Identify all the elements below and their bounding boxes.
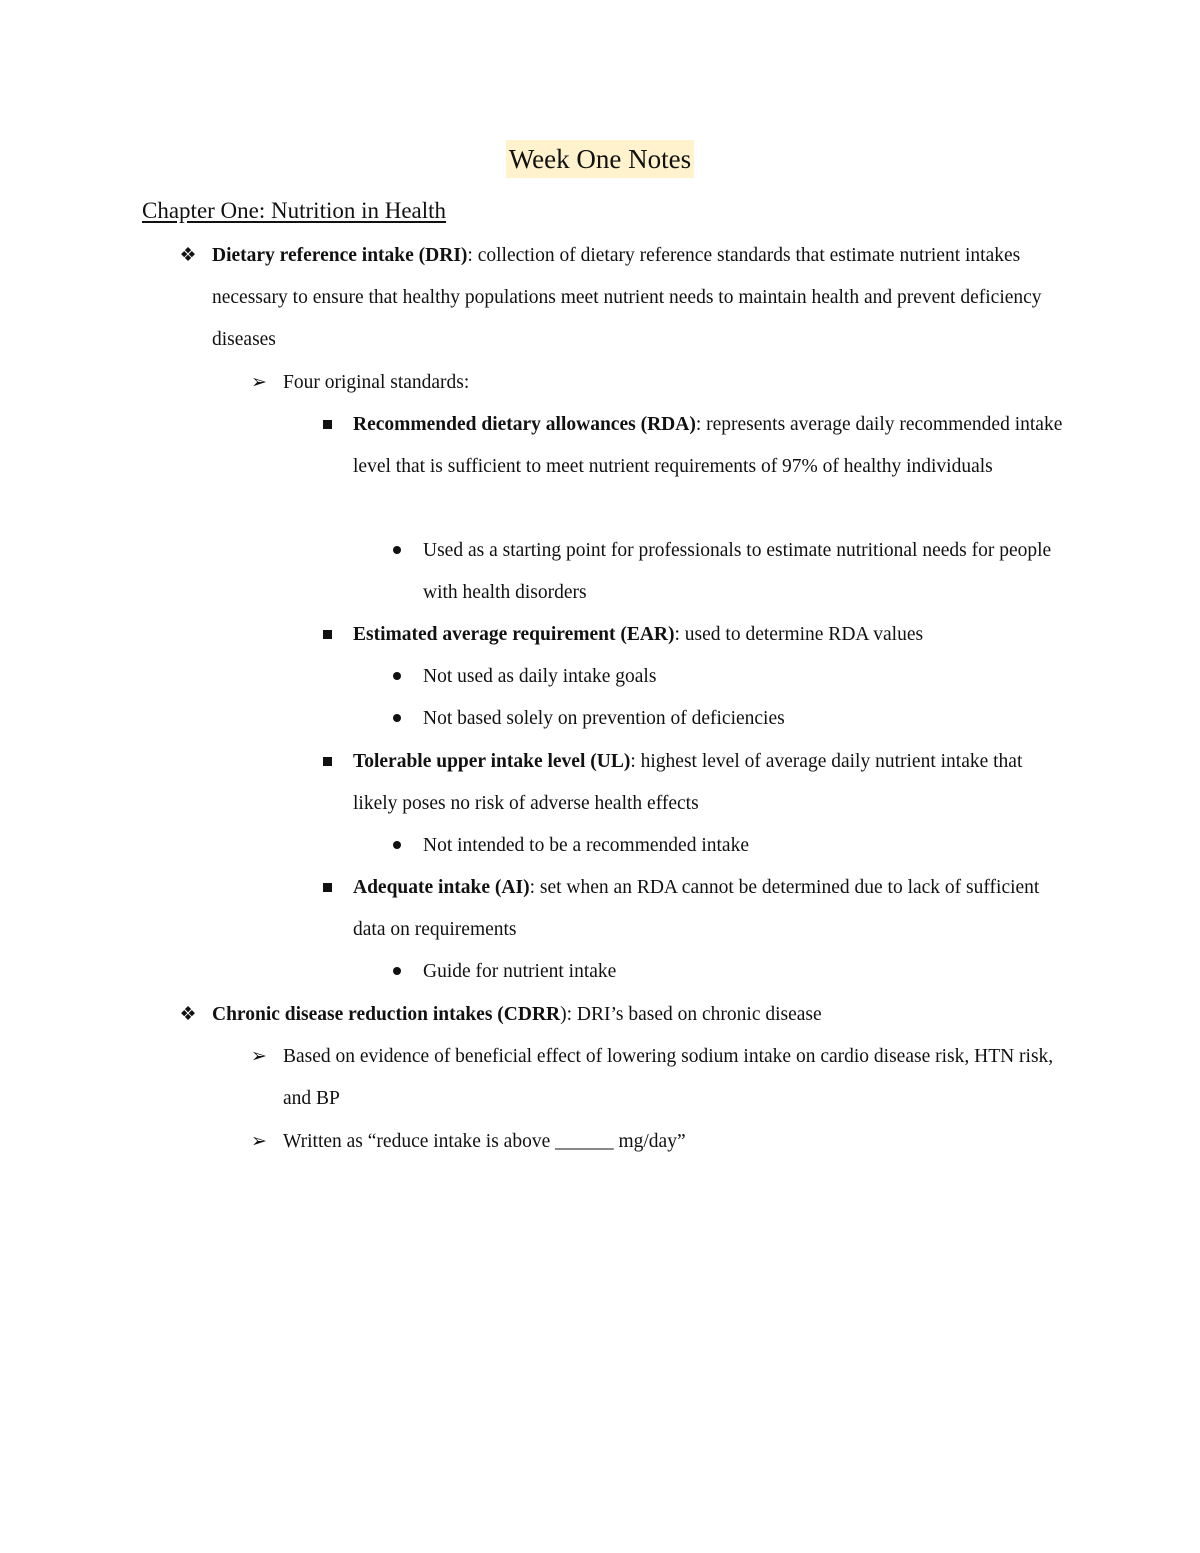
list-item-text: [353, 741, 1063, 825]
chapter-heading: Chapter One: Nutrition in Health: [142, 198, 447, 223]
list-item-four-standards: [251, 362, 1063, 404]
arrow-bullet-icon: ➢: [251, 1131, 267, 1152]
square-bullet-icon: [317, 614, 337, 656]
list-item-text: Not based solely on prevention of deficiencies: [423, 708, 785, 729]
list-item-rda-sub1: [423, 530, 1063, 614]
term-label: Estimated average requirement (EAR): [353, 624, 675, 645]
term-label: Recommended dietary allowances (RDA): [353, 414, 696, 435]
dot-bullet-icon: [387, 530, 407, 572]
list-item-cdrr-sub1: [251, 1036, 1063, 1120]
page-title: Week One Notes: [506, 140, 694, 178]
list-item-text: Used as a starting point for professionals to estimate nutritional needs for people with health disorders: [423, 540, 1052, 603]
term-label: Dietary reference intake (DRI): [212, 245, 468, 266]
square-bullet-icon: [317, 741, 337, 783]
list-item-ul-sub1: [423, 825, 1063, 867]
definition-text: : used to determine RDA values: [674, 624, 924, 645]
arrow-bullet-icon: ➢: [251, 1046, 267, 1067]
list-item-text: Based on evidence of beneficial effect of lowering sodium intake on cardio disease risk, HTN risk, and BP: [283, 1046, 1054, 1109]
dot-bullet-icon: [387, 698, 407, 740]
list-item-ai: [353, 867, 1063, 951]
diamond-bullet-icon: ❖: [179, 1004, 197, 1025]
list-item-text: Guide for nutrient intake: [423, 961, 617, 982]
list-item-text: Written as “reduce intake is above ______ mg/day”: [283, 1131, 686, 1152]
term-label: Adequate intake (AI): [353, 877, 530, 898]
list-item-text: Not used as daily intake goals: [423, 666, 657, 687]
list-item-cdrr-sub2: [251, 1121, 1063, 1163]
square-bullet-icon: [317, 867, 337, 909]
list-item-cdrr: [179, 994, 1074, 1036]
list-item-text: Not intended to be a recommended intake: [423, 835, 749, 856]
definition-text: : highest level of average daily nutrient intake that likely poses no risk of adverse health effects: [353, 751, 1023, 814]
definition-text: ): DRI’s based on chronic disease: [560, 1004, 822, 1025]
title-container: [0, 140, 1200, 178]
list-item-dri: [179, 235, 1074, 361]
list-item-text: [212, 235, 1074, 361]
list-item-text: Four original standards:: [283, 372, 470, 393]
list-item-text: [353, 867, 1063, 951]
list-item-ear: [353, 614, 1063, 656]
list-item-text: [212, 994, 1074, 1036]
list-item-text: [353, 614, 1063, 656]
list-item-ai-sub1: [423, 951, 1063, 993]
definition-text: : collection of dietary reference standards that estimate nutrient intakes necessary to ensure that healthy populations meet nutrient needs to maintain health and prevent deficiency diseases: [212, 245, 1042, 350]
square-bullet-icon: [317, 404, 337, 446]
dot-bullet-icon: [387, 951, 407, 993]
definition-text: : represents average daily recommended intake level that is sufficient to meet nutrient requirements of 97% of healthy individuals: [353, 414, 1063, 477]
term-label: Tolerable upper intake level (UL): [353, 751, 631, 772]
list-item-ear-sub1: [423, 656, 1063, 698]
list-item-text: [353, 404, 1063, 488]
diamond-bullet-icon: ❖: [179, 245, 197, 266]
term-label: Chronic disease reduction intakes (CDRR: [212, 1004, 561, 1025]
dot-bullet-icon: [387, 825, 407, 867]
dot-bullet-icon: [387, 656, 407, 698]
list-item-ear-sub2: [423, 698, 1063, 740]
list-item-ul: [353, 741, 1063, 825]
list-item-rda: [353, 404, 1063, 488]
arrow-bullet-icon: ➢: [251, 372, 267, 393]
definition-text: : set when an RDA cannot be determined due to lack of sufficient data on requirements: [353, 877, 1040, 940]
